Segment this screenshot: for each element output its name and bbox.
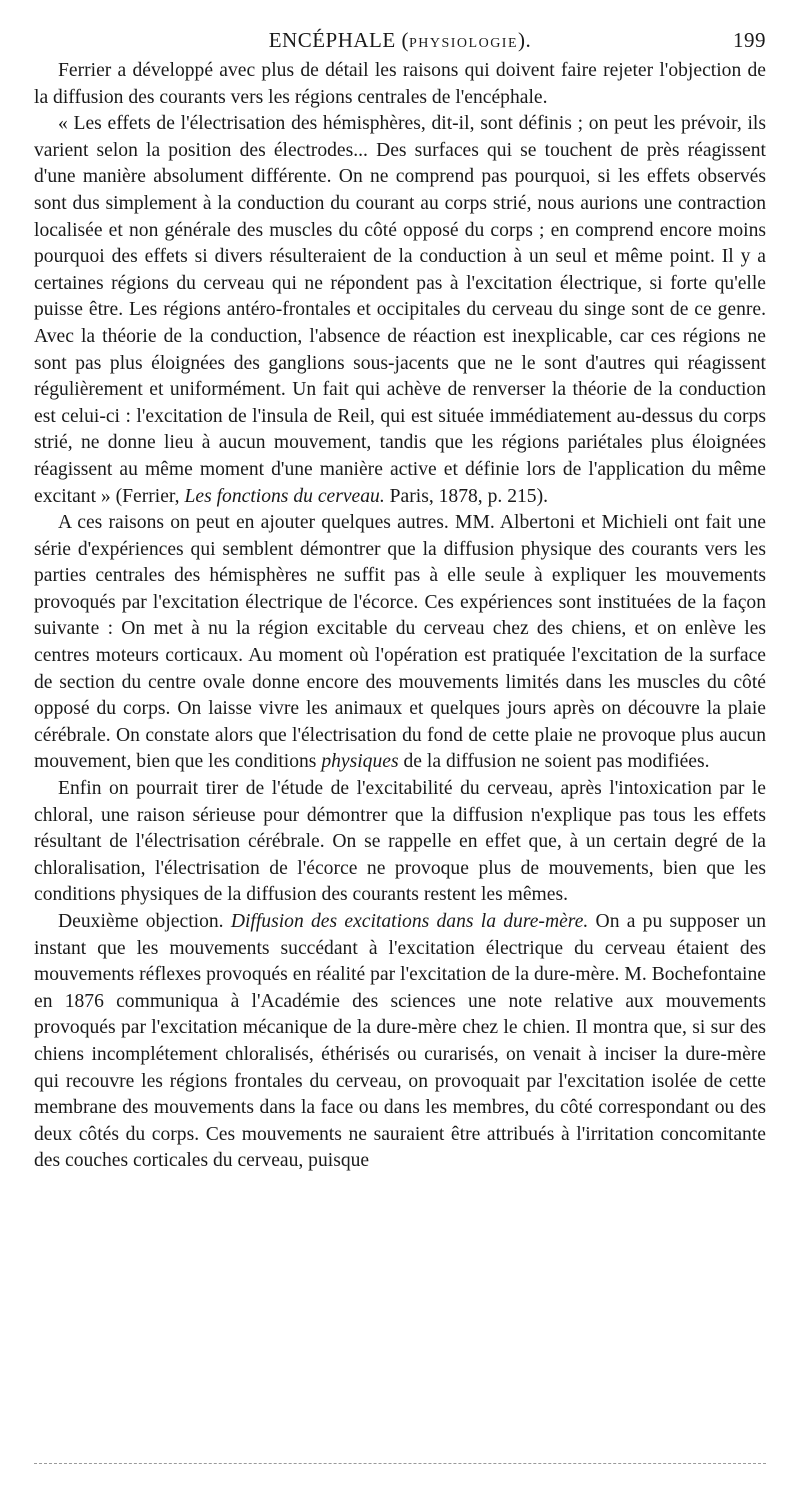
text-run: Paris, 1878, p. 215). xyxy=(384,485,549,507)
page-number: 199 xyxy=(733,28,766,52)
italic-text: physiques xyxy=(321,751,399,773)
text-run: Ferrier a développé avec plus de détail les raisons qui doivent faire rejeter l'objection de la diffusion des courants vers les régions centrales de l'encéphale. xyxy=(34,60,766,108)
running-head-title-close: ). xyxy=(518,28,532,52)
paragraph xyxy=(34,111,766,510)
body-text xyxy=(34,58,766,1175)
text-run: A ces raisons on peut en ajouter quelques autres. MM. Albertoni et Michieli ont fait une série d'expériences qui semblent démontrer que la diffusion physique des courants vers les parties centrales des hémisphères ne suffit pas à elle seule à expliquer les mouvements provoqués par l'excitation électrique de l'écorce. Ces expériences sont instituées de la façon suivante : On met à nu la région excitable du cerveau chez des chiens, et on enlève les centres moteurs corticaux. Au moment où l'opération est pratiquée l'excitation de la surface de section du centre ovale donne encore des mouvements limités dans les muscles du côté opposé du corps. On laisse vivre les animaux et quelques jours après on découvre la plaie cérébrale. On constate alors que l'électrisation du fond de cette plaie ne provoque plus aucun mouvement, bien que les conditions xyxy=(34,512,766,773)
paragraph xyxy=(34,776,766,909)
footer-rule xyxy=(34,1463,766,1464)
running-head-title-smallcaps: PHYSIOLOGIE xyxy=(408,36,519,51)
italic-text: Les fonctions du cerveau. xyxy=(184,485,385,507)
book-page xyxy=(34,28,766,1175)
italic-text: Diffusion des excitations dans la dure-mère. xyxy=(230,911,589,932)
running-head-title xyxy=(34,28,766,53)
text-run: « Les effets de l'électrisation des hémisphères, dit-il, sont définis ; on peut les prévoir, ils varient selon la position des électrodes... Des surfaces qui se touchent de près réagissent d'une manière absolument différente. On ne comprend pas pourquoi, si les effets observés sont dus simplement à la conduction du courant au corps strié, nous aurions une contraction localisée et non générale des muscles du côté opposé du corps ; en comprend encore moins pourquoi des effets si divers résulteraient de la conduction à un seul et même point. Il y a certaines régions du cerveau qui ne répondent pas à l'excitation électrique, si forte qu'elle puisse être. Les régions antéro-frontales et occipitales du cerveau du singe sont de ce genre. Avec la théorie de la conduction, l'absence de réaction est inexplicable, car ces régions ne sont pas plus éloignées des ganglions sous-jacents que ne le sont d'autres qui réagissent régulièrement et uniformément. Un fait qui achève de renverser la théorie de la conduction est celui-ci : l'excitation de l'insula de Reil, qui est située immédiatement au-dessus du corps strié, ne donne lieu à aucun mouvement, tandis que les régions pariétales plus éloignées réagissent au même moment d'une manière active et définie lors de l'application du même excitant » (Ferrier, xyxy=(34,113,766,507)
text-run: Deuxième objection. xyxy=(58,911,231,932)
text-run: On a pu supposer un instant que les mouvements succédant à l'excitation électrique du cerveau étaient des mouvements réflexes provoqués en réalité par l'excitation de la dure-mère. M. Bochefontaine en 1876 communiqua à l'Académie des sciences une note relative aux mouvements provoqués par l'excitation mécanique de la dure-mère chez le chien. Il montra que, si sur des chiens incomplétement chloralisés, éthérisés ou curarisés, on venait à inciser la dure-mère qui recouvre les régions frontales du cerveau, on provoquait par l'excitation isolée de cette membrane des mouvements dans la face ou dans les membres, du côté correspondant ou des deux côtés du corps. Ces mouvements ne sauraient être attribués à l'irritation concomitante des couches corticales du cerveau, puisque xyxy=(34,911,766,1172)
running-head xyxy=(34,28,766,58)
paragraph xyxy=(34,510,766,776)
paragraph xyxy=(34,58,766,111)
paragraph xyxy=(34,909,766,1175)
running-head-title-main: ENCÉPHALE ( xyxy=(268,28,409,52)
text-run: Enfin on pourrait tirer de l'étude de l'excitabilité du cerveau, après l'intoxication par le chloral, une raison sérieuse pour démontrer que la diffusion n'explique pas tous les effets résultant de l'électrisation cérébrale. On se rappelle en effet que, à un certain degré de la chloralisation, l'électrisation de l'écorce ne provoque plus de mouvements, bien que les conditions physiques de la diffusion des courants restent les mêmes. xyxy=(34,778,766,906)
text-run: de la diffusion ne soient pas modifiées. xyxy=(398,751,710,773)
